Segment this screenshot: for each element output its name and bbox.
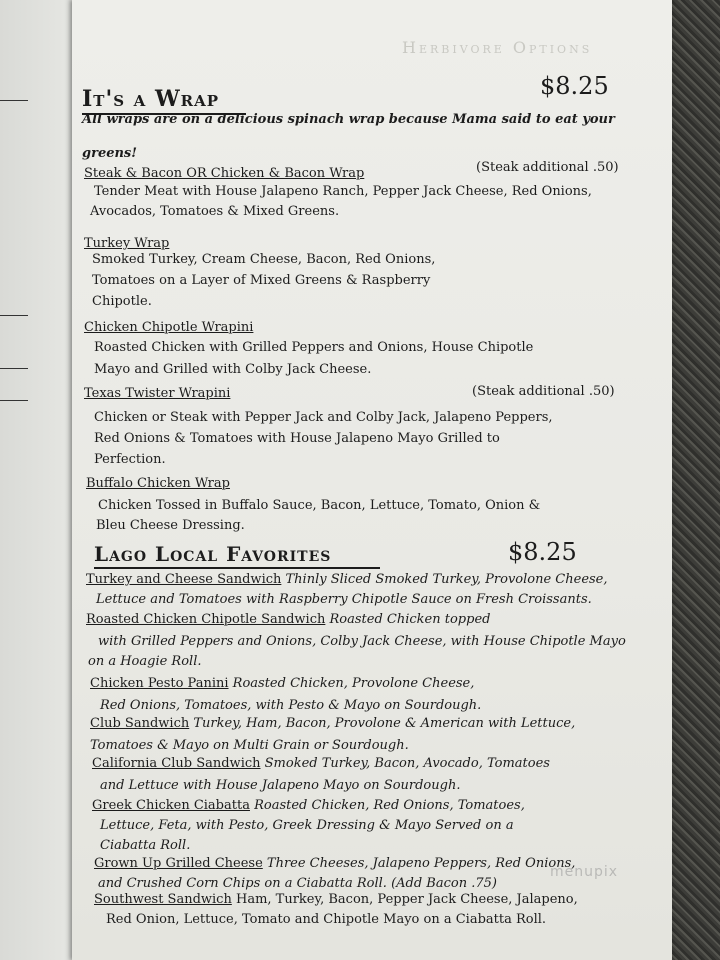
menu-item [94, 856, 575, 871]
menu-item [92, 756, 550, 771]
menu-item-desc: Chicken or Steak with Pepper Jack and Colby Jack, Jalapeno Peppers, [94, 410, 553, 425]
menu-item-name: Buffalo Chicken Wrap [86, 476, 230, 491]
menu-item-desc: on a Hoagie Roll. [88, 654, 202, 669]
menu-item-name: Southwest Sandwich [94, 892, 232, 907]
menu-item-desc: Three Cheeses, Jalapeno Peppers, Red Onions, [262, 856, 576, 871]
menu-item [90, 716, 575, 731]
menu-item-name: Chicken Chipotle Wrapini [84, 320, 254, 335]
menu-item-desc: Tender Meat with House Jalapeno Ranch, Pepper Jack Cheese, Red Onions, [94, 184, 592, 199]
menu-item-name: Steak & Bacon OR Chicken & Bacon Wrap [84, 166, 365, 181]
menu-item [92, 798, 525, 813]
menu-item-desc: Red Onions, Tomatoes, with Pesto & Mayo on Sourdough. [100, 698, 482, 713]
bleed-through-header: Herbivore Options [402, 38, 593, 57]
wraps-intro: greens! [82, 146, 137, 161]
menu-item-desc: Perfection. [94, 452, 166, 467]
divider [0, 100, 28, 101]
menu-item-name: Roasted Chicken Chipotle Sandwich [86, 612, 326, 627]
menu-item-desc: Roasted Chicken, Red Onions, Tomatoes, [249, 798, 525, 813]
section-price-favorites: $8.25 [508, 538, 577, 566]
menu-item-desc: Red Onions & Tomatoes with House Jalapeno Mayo Grilled to [94, 431, 500, 446]
menu-item-desc: Chicken Tossed in Buffalo Sauce, Bacon, Lettuce, Tomato, Onion & [98, 498, 541, 513]
menu-item-name: Greek Chicken Ciabatta [92, 798, 250, 813]
menu-item-desc: Thinly Sliced Smoked Turkey, Provolone Cheese, [281, 572, 608, 587]
menu-item-name: Texas Twister Wrapini [84, 386, 231, 401]
menu-item-desc: Tomatoes on a Layer of Mixed Greens & Raspberry [92, 273, 431, 288]
menu-item-desc: Smoked Turkey, Bacon, Avocado, Tomatoes [260, 756, 550, 771]
menu-item-name: Turkey Wrap [84, 236, 170, 251]
menu-item-desc: Avocados, Tomatoes & Mixed Greens. [90, 204, 340, 219]
menu-item-desc: Bleu Cheese Dressing. [96, 518, 245, 533]
menu-item-desc: and Crushed Corn Chips on a Ciabatta Roll. (Add Bacon .75) [98, 876, 497, 891]
menu-item-desc: Roasted Chicken topped [325, 612, 491, 627]
menu-item-desc: Roasted Chicken, Provolone Cheese, [228, 676, 475, 691]
section-title-wraps: It's a Wrap [82, 86, 246, 115]
section-title-favorites: Lago Local Favorites [94, 542, 380, 569]
menu-item-desc: Ham, Turkey, Bacon, Pepper Jack Cheese, Jalapeno, [231, 892, 578, 907]
menu-item-name: Chicken Pesto Panini [90, 676, 229, 691]
divider [0, 315, 28, 316]
menu-item-desc: Tomatoes & Mayo on Multi Grain or Sourdough. [90, 738, 409, 753]
divider [0, 400, 28, 401]
menu-item-note: (Steak additional .50) [472, 384, 615, 399]
wraps-intro: All wraps are on a delicious spinach wrap because Mama said to eat your [82, 112, 615, 127]
menu-item-note: (Steak additional .50) [476, 160, 619, 175]
menu-item-desc: Lettuce and Tomatoes with Raspberry Chipotle Sauce on Fresh Croissants. [96, 592, 592, 607]
menu-item-desc: with Grilled Peppers and Onions, Colby Jack Cheese, with House Chipotle Mayo [98, 634, 626, 649]
menu-item-desc: Chipotle. [92, 294, 152, 309]
menu-item [86, 572, 608, 587]
menu-item-desc: Turkey, Ham, Bacon, Provolone & American with Lettuce, [189, 716, 576, 731]
menu-item-desc: Roasted Chicken with Grilled Peppers and Onions, House Chipotle [94, 340, 534, 355]
menu-item [94, 892, 578, 907]
watermark: menupix [550, 864, 619, 880]
menu-item-desc: Mayo and Grilled with Colby Jack Cheese. [94, 362, 372, 377]
menu-page [72, 0, 672, 960]
menu-item [90, 676, 474, 691]
menu-item-name: California Club Sandwich [92, 756, 261, 771]
menu-item-name: Turkey and Cheese Sandwich [86, 572, 282, 587]
menu-item-desc: Lettuce, Feta, with Pesto, Greek Dressing & Mayo Served on a [100, 818, 514, 833]
menu-item-desc: Red Onion, Lettuce, Tomato and Chipotle Mayo on a Ciabatta Roll. [106, 912, 547, 927]
divider [0, 368, 28, 369]
menu-item-desc: Smoked Turkey, Cream Cheese, Bacon, Red Onions, [92, 252, 436, 267]
section-price-wraps: $8.25 [540, 72, 609, 100]
menu-item-desc: Ciabatta Roll. [100, 838, 191, 853]
menu-item [86, 612, 490, 627]
menu-item-desc: and Lettuce with House Jalapeno Mayo on Sourdough. [100, 778, 461, 793]
menu-item-name: Club Sandwich [90, 716, 190, 731]
previous-page-edge [0, 0, 80, 960]
menu-item-name: Grown Up Grilled Cheese [94, 856, 263, 871]
